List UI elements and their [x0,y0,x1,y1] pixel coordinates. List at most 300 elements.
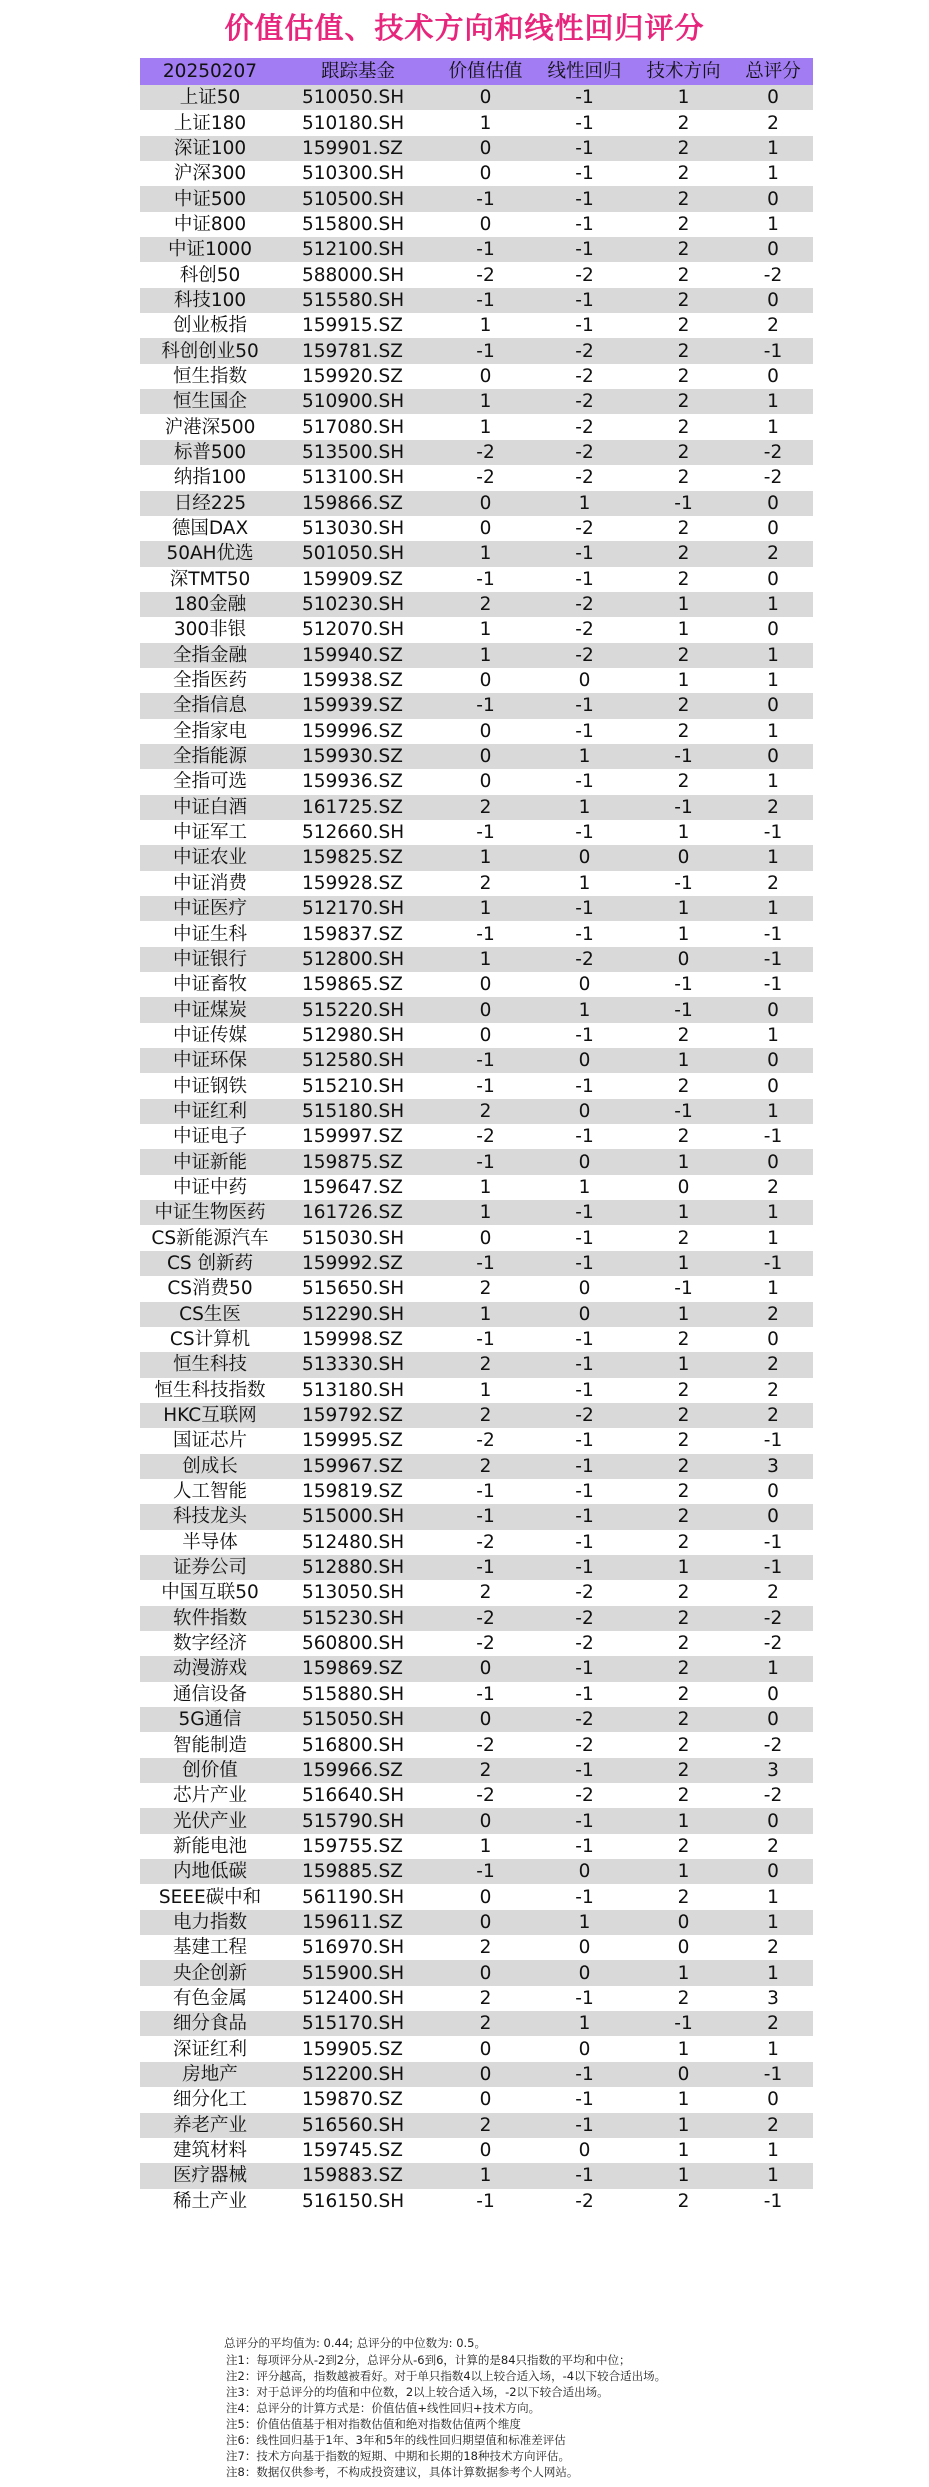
regression-score-cell: 0 [535,1149,634,1174]
table-row [140,288,813,313]
fund-code-cell: 515900.SH [280,1960,436,1985]
technical-score-cell: 1 [634,1149,733,1174]
valuation-score-cell: -1 [436,693,535,718]
fund-code-cell: 159875.SZ [280,1149,436,1174]
total-score-cell: 1 [733,668,813,693]
regression-score-cell: -1 [535,313,634,338]
index-name-cell: 全指能源 [140,744,280,769]
regression-score-cell: -1 [535,567,634,592]
total-score-cell: -1 [733,338,813,363]
technical-score-cell: 2 [634,1454,733,1479]
total-score-cell: -2 [733,1783,813,1808]
technical-score-cell: 2 [634,186,733,211]
fund-code-cell: 159928.SZ [280,871,436,896]
table-row [140,1023,813,1048]
valuation-score-cell: 2 [436,795,535,820]
fund-code-cell: 159819.SZ [280,1479,436,1504]
index-name-cell: 上证180 [140,110,280,135]
table-row [140,1276,813,1301]
valuation-score-cell: 2 [436,871,535,896]
total-score-cell: -1 [733,972,813,997]
technical-score-cell: 0 [634,1175,733,1200]
fund-code-cell: 515030.SH [280,1225,436,1250]
table-row [140,2011,813,2036]
technical-score-cell: 1 [634,1200,733,1225]
fund-code-cell: 159930.SZ [280,744,436,769]
total-score-cell: 0 [733,1707,813,1732]
technical-score-cell: -1 [634,795,733,820]
regression-score-cell: -1 [535,693,634,718]
table-row [140,845,813,870]
valuation-score-cell: -1 [436,1555,535,1580]
total-score-cell: 3 [733,1986,813,2011]
valuation-score-cell: 0 [436,1808,535,1833]
table-row [140,1149,813,1174]
total-score-cell: 2 [733,871,813,896]
table-row [140,262,813,287]
total-score-cell: 1 [733,389,813,414]
technical-score-cell: 2 [634,643,733,668]
total-score-cell: 2 [733,1352,813,1377]
table-row [140,440,813,465]
valuation-score-cell: -2 [436,262,535,287]
total-score-cell: 2 [733,1175,813,1200]
table-row [140,921,813,946]
table-header-row [140,58,813,85]
total-score-cell: 3 [733,1758,813,1783]
fund-code-cell: 515800.SH [280,212,436,237]
table-row [140,364,813,389]
fund-code-cell: 512400.SH [280,1986,436,2011]
fund-code-cell: 159995.SZ [280,1428,436,1453]
regression-score-cell: -2 [535,1580,634,1605]
index-name-cell: 恒生国企 [140,389,280,414]
table-row [140,1606,813,1631]
note-line: 注3：对于总评分的均值和中位数，2以上较合适入场，-2以下较合适出场。 [226,2385,609,2399]
fund-code-cell: 513050.SH [280,1580,436,1605]
table-row [140,744,813,769]
technical-score-cell: 2 [634,1783,733,1808]
technical-score-cell: 1 [634,592,733,617]
technical-score-cell: 2 [634,1682,733,1707]
table-row [140,465,813,490]
fund-code-cell: 515050.SH [280,1707,436,1732]
index-name-cell: 央企创新 [140,1960,280,1985]
index-name-cell: 中证中药 [140,1175,280,1200]
index-name-cell: 内地低碳 [140,1859,280,1884]
valuation-score-cell: 0 [436,719,535,744]
fund-code-cell: 510900.SH [280,389,436,414]
index-name-cell: 沪港深500 [140,414,280,439]
technical-score-cell: 2 [634,1758,733,1783]
total-score-cell: -1 [733,1428,813,1453]
technical-score-cell: 2 [634,1504,733,1529]
note-line: 注6：线性回归基于1年、3年和5年的线性回归期望值和标准差评估 [226,2433,566,2447]
total-score-cell: 0 [733,516,813,541]
table-row [140,1884,813,1909]
index-name-cell: 恒生科技 [140,1352,280,1377]
fund-code-cell: 515880.SH [280,1682,436,1707]
table-row [140,1378,813,1403]
index-name-cell: 180金融 [140,592,280,617]
valuation-score-cell: -1 [436,2189,535,2214]
regression-score-cell: -2 [535,592,634,617]
valuation-score-cell: -1 [436,1327,535,1352]
technical-score-cell: 1 [634,1960,733,1985]
note-line: 注5：价值估值基于相对指数估值和绝对指数估值两个维度 [226,2417,521,2431]
valuation-score-cell: -1 [436,1859,535,1884]
valuation-score-cell: -2 [436,465,535,490]
regression-score-cell: 0 [535,1276,634,1301]
fund-code-cell: 159909.SZ [280,567,436,592]
fund-code-cell: 159940.SZ [280,643,436,668]
table-row [140,1530,813,1555]
regression-score-cell: -1 [535,85,634,110]
index-name-cell: 恒生科技指数 [140,1378,280,1403]
valuation-score-cell: 2 [436,1986,535,2011]
index-name-cell: 全指家电 [140,719,280,744]
index-name-cell: 中证1000 [140,237,280,262]
regression-score-cell: -1 [535,1530,634,1555]
index-name-cell: CS 创新药 [140,1251,280,1276]
index-name-cell: CS计算机 [140,1327,280,1352]
technical-score-cell: 0 [634,2062,733,2087]
fund-code-cell: 159920.SZ [280,364,436,389]
regression-score-cell: -1 [535,1428,634,1453]
fund-code-cell: 159869.SZ [280,1656,436,1681]
valuation-score-cell: 2 [436,592,535,617]
table-row [140,1631,813,1656]
index-name-cell: 软件指数 [140,1606,280,1631]
fund-code-cell: 159936.SZ [280,769,436,794]
total-score-cell: -2 [733,465,813,490]
index-name-cell: 300非银 [140,617,280,642]
fund-code-cell: 512880.SH [280,1555,436,1580]
regression-score-cell: 0 [535,2036,634,2061]
index-name-cell: 深证100 [140,136,280,161]
valuation-score-cell: -2 [436,440,535,465]
regression-score-cell: 1 [535,871,634,896]
table-row [140,1682,813,1707]
table-row [140,1099,813,1124]
regression-score-cell: -1 [535,921,634,946]
total-score-cell: 0 [733,491,813,516]
notes-summary: 总评分的平均值为: 0.44; 总评分的中位数为: 0.5。 [224,2336,486,2350]
regression-score-cell: -1 [535,1834,634,1859]
index-name-cell: 中证煤炭 [140,997,280,1022]
regression-score-cell: 1 [535,744,634,769]
table-row [140,1859,813,1884]
fund-code-cell: 159966.SZ [280,1758,436,1783]
index-name-cell: 细分食品 [140,2011,280,2036]
total-score-cell: 2 [733,1378,813,1403]
valuation-score-cell: 2 [436,1758,535,1783]
technical-score-cell: 2 [634,288,733,313]
fund-code-cell: 515180.SH [280,1099,436,1124]
table-row [140,1454,813,1479]
technical-score-cell: 0 [634,1935,733,1960]
technical-score-cell: 2 [634,1225,733,1250]
total-score-cell: -2 [733,440,813,465]
valuation-score-cell: -1 [436,1149,535,1174]
fund-code-cell: 512800.SH [280,947,436,972]
index-name-cell: 中证生科 [140,921,280,946]
total-score-cell: 0 [733,1327,813,1352]
regression-score-cell: -2 [535,364,634,389]
table-row [140,1504,813,1529]
total-score-cell: 1 [733,719,813,744]
valuation-score-cell: 0 [436,769,535,794]
total-score-cell: 1 [733,1884,813,1909]
total-score-cell: 0 [733,1682,813,1707]
total-score-cell: 1 [733,136,813,161]
regression-score-cell: -1 [535,1884,634,1909]
index-name-cell: 通信设备 [140,1682,280,1707]
fund-code-cell: 159647.SZ [280,1175,436,1200]
table-row [140,491,813,516]
total-score-cell: 2 [733,795,813,820]
total-score-cell: 0 [733,186,813,211]
note-line: 注2：评分越高，指数越被看好。对于单只指数4以上较合适入场，-4以下较合适出场。 [226,2369,667,2383]
regression-score-cell: 0 [535,845,634,870]
score-table [140,58,813,2214]
technical-score-cell: -1 [634,997,733,1022]
index-name-cell: 中证500 [140,186,280,211]
total-score-cell: 2 [733,541,813,566]
table-row [140,2062,813,2087]
table-row [140,2163,813,2188]
regression-score-cell: -1 [535,1251,634,1276]
valuation-score-cell: 1 [436,617,535,642]
table-row [140,212,813,237]
index-name-cell: 中证电子 [140,1124,280,1149]
table-row [140,1124,813,1149]
index-name-cell: 全指信息 [140,693,280,718]
index-name-cell: 深证红利 [140,2036,280,2061]
fund-code-cell: 515650.SH [280,1276,436,1301]
table-row [140,110,813,135]
fund-code-cell: 159870.SZ [280,2087,436,2112]
valuation-score-cell: 0 [436,744,535,769]
total-score-cell: 1 [733,643,813,668]
table-row [140,1986,813,2011]
regression-score-cell: -1 [535,2087,634,2112]
technical-score-cell: 1 [634,1048,733,1073]
fund-code-cell: 159883.SZ [280,2163,436,2188]
index-name-cell: 中证军工 [140,820,280,845]
regression-score-cell: -1 [535,212,634,237]
table-row [140,2138,813,2163]
index-name-cell: 数字经济 [140,1631,280,1656]
valuation-score-cell: 0 [436,997,535,1022]
index-name-cell: 人工智能 [140,1479,280,1504]
fund-code-cell: 159998.SZ [280,1327,436,1352]
technical-score-cell: 2 [634,1580,733,1605]
valuation-score-cell: -1 [436,1479,535,1504]
total-score-cell: 2 [733,2011,813,2036]
regression-score-cell: -1 [535,1808,634,1833]
note-line: 注8：数据仅供参考，不构成投资建议，具体计算数据参考个人网站。 [226,2465,579,2479]
index-name-cell: 50AH优选 [140,541,280,566]
technical-score-cell: 0 [634,845,733,870]
valuation-score-cell: 0 [436,1960,535,1985]
valuation-score-cell: -1 [436,1073,535,1098]
total-score-cell: 1 [733,769,813,794]
index-name-cell: 芯片产业 [140,1783,280,1808]
regression-score-cell: -2 [535,617,634,642]
total-score-cell: 2 [733,110,813,135]
technical-score-cell: 2 [634,1631,733,1656]
fund-code-cell: 517080.SH [280,414,436,439]
technical-score-cell: 2 [634,1403,733,1428]
fund-code-cell: 512070.SH [280,617,436,642]
fund-code-cell: 159745.SZ [280,2138,436,2163]
fund-code-cell: 512480.SH [280,1530,436,1555]
technical-score-cell: 2 [634,1378,733,1403]
table-row [140,643,813,668]
index-name-cell: 证券公司 [140,1555,280,1580]
table-row [140,668,813,693]
fund-code-cell: 516150.SH [280,2189,436,2214]
fund-code-cell: 512580.SH [280,1048,436,1073]
total-score-cell: 0 [733,2087,813,2112]
valuation-score-cell: 2 [436,1454,535,1479]
valuation-score-cell: 1 [436,1302,535,1327]
table-row [140,1910,813,1935]
table-row [140,2087,813,2112]
regression-score-cell: -1 [535,1200,634,1225]
total-score-cell: 0 [733,997,813,1022]
total-score-cell: -2 [733,1631,813,1656]
regression-score-cell: -2 [535,1732,634,1757]
regression-score-cell: -1 [535,896,634,921]
table-row [140,1327,813,1352]
fund-code-cell: 515210.SH [280,1073,436,1098]
table-row [140,2189,813,2214]
valuation-score-cell: 0 [436,1884,535,1909]
regression-score-cell: -1 [535,288,634,313]
regression-score-cell: -2 [535,947,634,972]
total-score-cell: 0 [733,693,813,718]
index-name-cell: 中证白酒 [140,795,280,820]
technical-score-cell: -1 [634,1099,733,1124]
valuation-score-cell: -1 [436,186,535,211]
total-score-cell: 0 [733,1859,813,1884]
index-name-cell: 中证医疗 [140,896,280,921]
fund-code-cell: 510180.SH [280,110,436,135]
regression-score-cell: -2 [535,338,634,363]
fund-code-cell: 161725.SZ [280,795,436,820]
index-name-cell: 细分化工 [140,2087,280,2112]
index-name-cell: 基建工程 [140,1935,280,1960]
valuation-score-cell: -1 [436,1504,535,1529]
valuation-score-cell: 0 [436,136,535,161]
total-score-cell: -1 [733,2189,813,2214]
fund-code-cell: 159885.SZ [280,1859,436,1884]
fund-code-cell: 515170.SH [280,2011,436,2036]
regression-score-cell: -1 [535,110,634,135]
table-row [140,541,813,566]
regression-score-cell: -2 [535,465,634,490]
regression-score-cell: -2 [535,414,634,439]
table-row [140,1175,813,1200]
regression-score-cell: -1 [535,1758,634,1783]
valuation-score-cell: -1 [436,1048,535,1073]
total-score-cell: 0 [733,1808,813,1833]
regression-score-cell: 0 [535,1048,634,1073]
table-row [140,719,813,744]
index-name-cell: 中证环保 [140,1048,280,1073]
total-score-cell: 1 [733,2036,813,2061]
index-name-cell: 创成长 [140,1454,280,1479]
index-name-cell: 中证银行 [140,947,280,972]
page-title: 价值估值、技术方向和线性回归评分 [224,11,705,45]
table-row [140,1352,813,1377]
regression-score-cell: -1 [535,2062,634,2087]
index-name-cell: 全指可选 [140,769,280,794]
total-score-cell: 2 [733,1302,813,1327]
regression-score-cell: 0 [535,1859,634,1884]
valuation-score-cell: 0 [436,212,535,237]
valuation-score-cell: -2 [436,1783,535,1808]
table-row [140,1580,813,1605]
index-name-cell: 全指医药 [140,668,280,693]
total-score-cell: 1 [733,212,813,237]
index-name-cell: 创价值 [140,1758,280,1783]
regression-score-cell: -1 [535,719,634,744]
total-score-cell: 1 [733,1099,813,1124]
technical-score-cell: 2 [634,1530,733,1555]
table-row [140,1707,813,1732]
total-score-cell: -2 [733,1606,813,1631]
total-score-cell: 1 [733,414,813,439]
index-name-cell: 国证芯片 [140,1428,280,1453]
total-score-cell: 1 [733,1910,813,1935]
table-row [140,1251,813,1276]
fund-code-cell: 513100.SH [280,465,436,490]
total-score-cell: 1 [733,1023,813,1048]
technical-score-cell: 1 [634,896,733,921]
index-name-cell: 中国互联50 [140,1580,280,1605]
technical-score-cell: -1 [634,972,733,997]
note-line: 注1：每项评分从-2到2分，总评分从-6到6，计算的是84只指数的平均和中位； [226,2353,631,2367]
regression-score-cell: -1 [535,161,634,186]
total-score-cell: -2 [733,1732,813,1757]
table-row [140,1200,813,1225]
fund-code-cell: 512980.SH [280,1023,436,1048]
technical-score-cell: 0 [634,947,733,972]
index-name-cell: 科技龙头 [140,1504,280,1529]
fund-code-cell: 512290.SH [280,1302,436,1327]
valuation-score-cell: 0 [436,2138,535,2163]
regression-score-cell: 1 [535,1175,634,1200]
index-name-cell: HKC互联网 [140,1403,280,1428]
technical-score-cell: 2 [634,541,733,566]
valuation-score-cell: 2 [436,1403,535,1428]
technical-score-cell: 2 [634,1732,733,1757]
regression-score-cell: 0 [535,668,634,693]
technical-score-cell: 2 [634,2189,733,2214]
table-row [140,947,813,972]
regression-score-cell: -2 [535,1783,634,1808]
header-fund: 跟踪基金 [280,58,436,85]
regression-score-cell: 0 [535,1302,634,1327]
regression-score-cell: 1 [535,795,634,820]
fund-code-cell: 560800.SH [280,1631,436,1656]
table-row [140,237,813,262]
technical-score-cell: 2 [634,364,733,389]
technical-score-cell: 1 [634,2113,733,2138]
